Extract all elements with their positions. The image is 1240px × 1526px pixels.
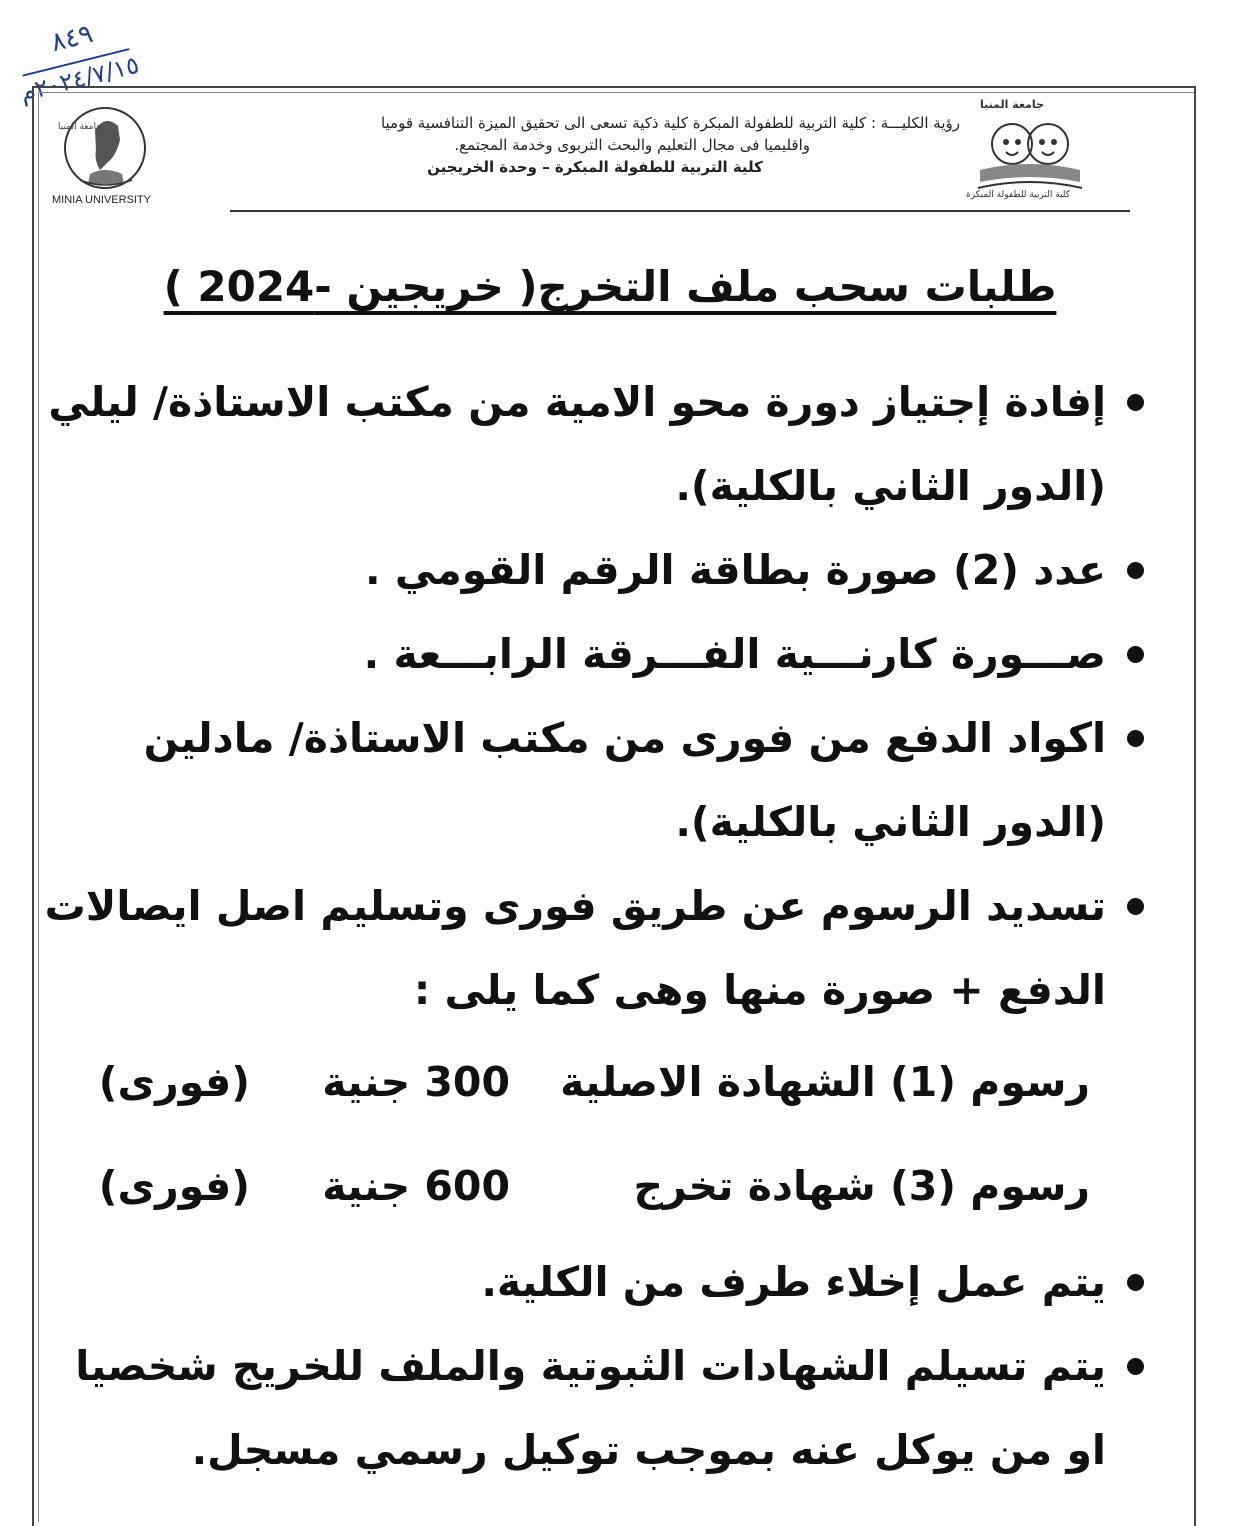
list-item <box>40 1240 1150 1324</box>
faculty-logo <box>960 96 1100 206</box>
faculty-unit-line: كلية التربية للطفولة المبكرة – وحدة الخريجين <box>427 158 763 176</box>
list-item <box>40 864 1150 1032</box>
right-logo-bottom-text: كلية التربية للطفولة المبكرة <box>966 190 1071 200</box>
list-item-text: إفادة إجتياز دورة محو الامية من مكتب الاستاذة/ ليلي (الدور الثاني بالكلية). <box>48 378 1106 510</box>
page-title: طلبات سحب ملف التخرج( خريجين -2024 ) <box>163 262 1057 311</box>
list-item-text: يتم عمل إخلاء طرف من الكلية. <box>481 1258 1106 1306</box>
list-item <box>40 612 1150 696</box>
list-item <box>40 696 1150 864</box>
requirements-list <box>40 360 1150 1492</box>
stamp-number: ٨٤٩ <box>48 18 96 59</box>
minia-university-logo <box>50 100 160 210</box>
letterhead <box>230 112 960 178</box>
stamp-date: ٢٠٢٤/٧/١٥م <box>17 50 142 108</box>
list-item-text: صـــورة كارنـــية الفـــرقة الرابـــعة . <box>363 630 1106 678</box>
header-divider <box>230 210 1130 212</box>
list-item <box>40 1324 1150 1492</box>
list-item-text: اكواد الدفع من فورى من مكتب الاستاذة/ مادلين (الدور الثاني بالكلية). <box>143 714 1106 846</box>
list-item-text: تسديد الرسوم عن طريق فورى وتسليم اصل ايصالات الدفع + صورة منها وهى كما يلى : <box>44 882 1106 1014</box>
left-logo-top-text: جامعة المنيا <box>58 122 102 132</box>
fee-amount: 600 جنية <box>322 1162 510 1210</box>
list-item-text: يتم تسيلم الشهادات الثبوتية والملف للخريج شخصيا او من يوكل عنه بموجب توكيل رسمي مسجل. <box>75 1342 1106 1474</box>
fee-method: (فورى) <box>98 1162 250 1210</box>
fee-method: (فورى) <box>98 1058 250 1106</box>
fee-row <box>40 1032 1150 1136</box>
list-item-text: عدد (2) صورة بطاقة الرقم القومي . <box>364 546 1106 594</box>
fee-label: رسوم (3) شهادة تخرج <box>633 1162 1090 1210</box>
left-logo-caption: MINIA UNIVERSITY <box>52 194 152 206</box>
vision-line-1: رؤية الكليـــة : كلية التربية للطفولة المبكرة كلية ذكية تسعى الى تحقيق الميزة التنافسية قوميا <box>380 114 960 132</box>
right-logo-top-text: جامعة المنيا <box>980 98 1044 111</box>
list-item <box>40 360 1150 528</box>
fee-amount: 300 جنية <box>322 1058 510 1106</box>
list-item <box>40 528 1150 612</box>
fee-row <box>40 1136 1150 1240</box>
fee-label: رسوم (1) الشهادة الاصلية <box>560 1058 1090 1106</box>
vision-line-2: واقليميا فى مجال التعليم والبحث التربوى وخدمة المجتمع. <box>454 136 810 154</box>
